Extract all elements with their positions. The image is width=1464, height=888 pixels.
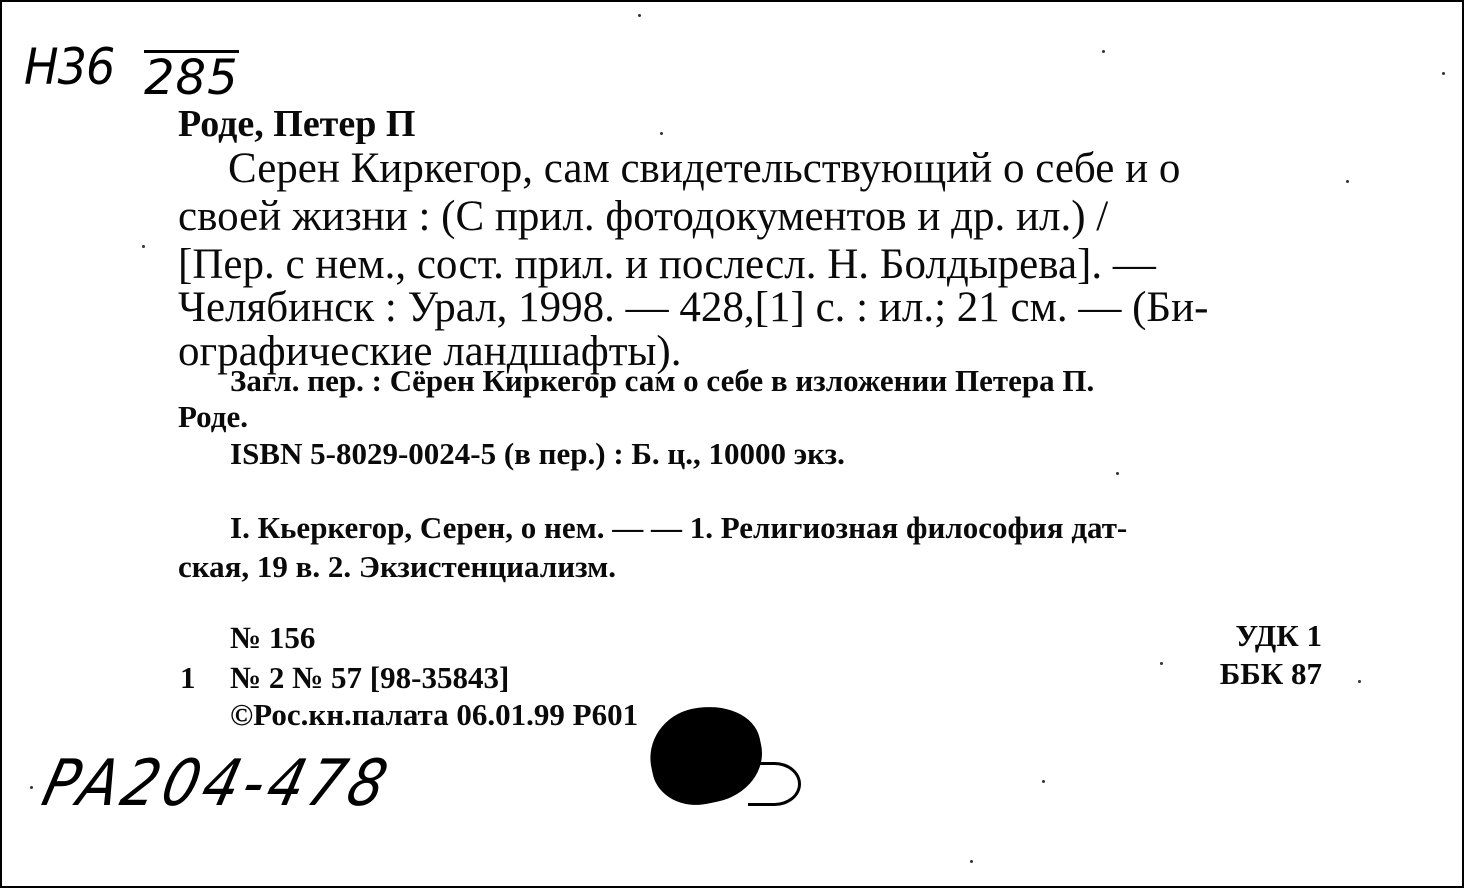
dust-speck	[970, 860, 973, 863]
description-line-1: Серен Киркегор, сам свидетельствующий о себе и о	[228, 145, 1181, 192]
isbn-line: ISBN 5-8029-0024-5 (в пер.) : Б. ц., 10000 экз.	[230, 436, 845, 471]
dust-speck	[1358, 680, 1361, 683]
dust-speck	[1346, 180, 1349, 183]
book-chamber-line: ©Рос.кн.палата 06.01.99 Р601	[230, 697, 639, 732]
title-note-line-1: Загл. пер. : Сёрен Киркегор сам о себе в изложении Петера П.	[230, 363, 1095, 398]
dust-speck	[142, 245, 145, 248]
dust-speck	[660, 132, 663, 135]
dust-speck	[1042, 780, 1045, 783]
dust-speck	[638, 14, 641, 17]
description-line-2: своей жизни : (С прил. фотодокументов и др. ил.) /	[178, 193, 1109, 240]
dust-speck	[1102, 50, 1105, 53]
description-line-4: Челябинск : Урал, 1998. — 428,[1] с. : ил.; 21 см. — (Би-	[178, 284, 1209, 331]
subjects-line-1: I. Кьеркегор, Серен, о нем. — — 1. Религиозная философия дат-	[230, 510, 1128, 545]
description-line-3: [Пер. с нем., сост. прил. и послесл. Н. Болдырева]. —	[178, 241, 1156, 288]
handwritten-inventory-number: PA204-478	[35, 747, 399, 821]
dust-speck	[1442, 72, 1445, 75]
copy-count: 1	[180, 660, 196, 695]
handwritten-shelf-number: 285	[144, 50, 239, 106]
handwritten-shelf-code: Н36	[24, 38, 115, 96]
subjects-line-2: ская, 19 в. 2. Экзистенциализм.	[178, 549, 616, 584]
udk-code: УДК 1	[1235, 618, 1322, 653]
dust-speck	[1160, 662, 1163, 665]
dust-speck	[30, 786, 33, 789]
card-number: № 156	[230, 620, 316, 655]
author-heading: Роде, Петер П	[178, 103, 416, 145]
ink-smudge	[748, 762, 801, 806]
title-note-line-2: Роде.	[178, 399, 248, 434]
dust-speck	[1116, 472, 1119, 475]
record-numbers: № 2 № 57 [98-35843]	[230, 660, 510, 695]
description-line-5: ографические ландшафты).	[178, 328, 682, 375]
bbk-code: ББК 87	[1219, 656, 1322, 691]
